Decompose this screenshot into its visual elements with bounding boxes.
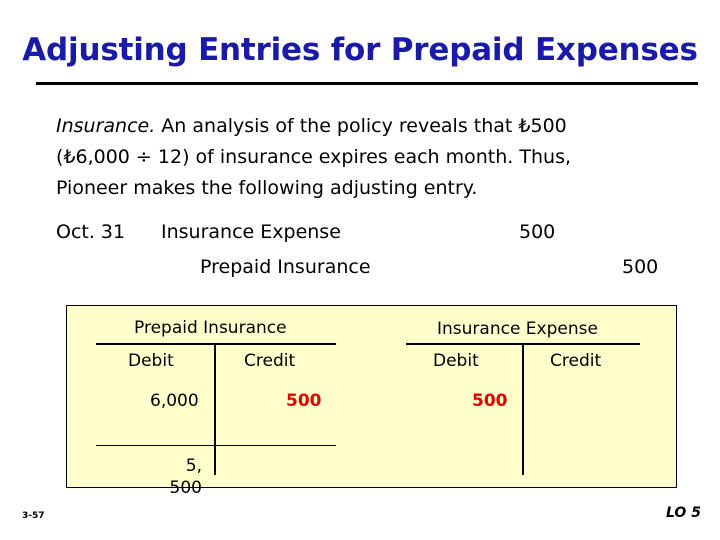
- paragraph-line-1-text: An analysis of the policy reveals that ₺500: [155, 115, 567, 137]
- entry-debit-account: Insurance Expense: [161, 221, 341, 243]
- paragraph-lead: Insurance.: [56, 115, 156, 137]
- credit-label: Credit: [550, 351, 602, 371]
- paragraph-line-2: (₺6,000 ÷ 12) of insurance expires each month. Thus,: [56, 146, 572, 168]
- entry-credit-account: Prepaid Insurance: [200, 256, 371, 278]
- entry-debit-amount: 500: [519, 221, 556, 243]
- t-account-divider: [522, 343, 524, 475]
- paragraph-line-1: [56, 111, 656, 142]
- debit-label: Debit: [433, 351, 479, 371]
- t-account-title-insurance-expense: Insurance Expense: [437, 319, 598, 339]
- entry-date: Oct. 31: [56, 221, 126, 243]
- page-title: Adjusting Entries for Prepaid Expenses: [22, 32, 698, 68]
- balance-line: [96, 445, 336, 446]
- balance-value: [150, 455, 202, 499]
- debit-label: Debit: [128, 351, 174, 371]
- credit-label: Credit: [244, 351, 296, 371]
- credit-value: 500: [286, 391, 322, 411]
- paragraph-line-3: Pioneer makes the following adjusting entry.: [56, 177, 478, 199]
- debit-value: 500: [472, 391, 508, 411]
- t-account-divider: [214, 343, 216, 475]
- balance-value-line-1: 5,: [185, 456, 202, 476]
- t-account-title-prepaid-insurance: Prepaid Insurance: [134, 318, 287, 338]
- learning-objective-label: LO 5: [666, 505, 701, 521]
- entry-credit-amount: 500: [622, 256, 659, 278]
- debit-value: 6,000: [150, 391, 199, 411]
- slide-number: 3-57: [22, 511, 45, 521]
- t-account-crossbar: [96, 343, 336, 345]
- balance-value-line-2: 500: [169, 478, 202, 498]
- explanation-paragraph: [56, 111, 656, 204]
- title-divider: [36, 82, 698, 85]
